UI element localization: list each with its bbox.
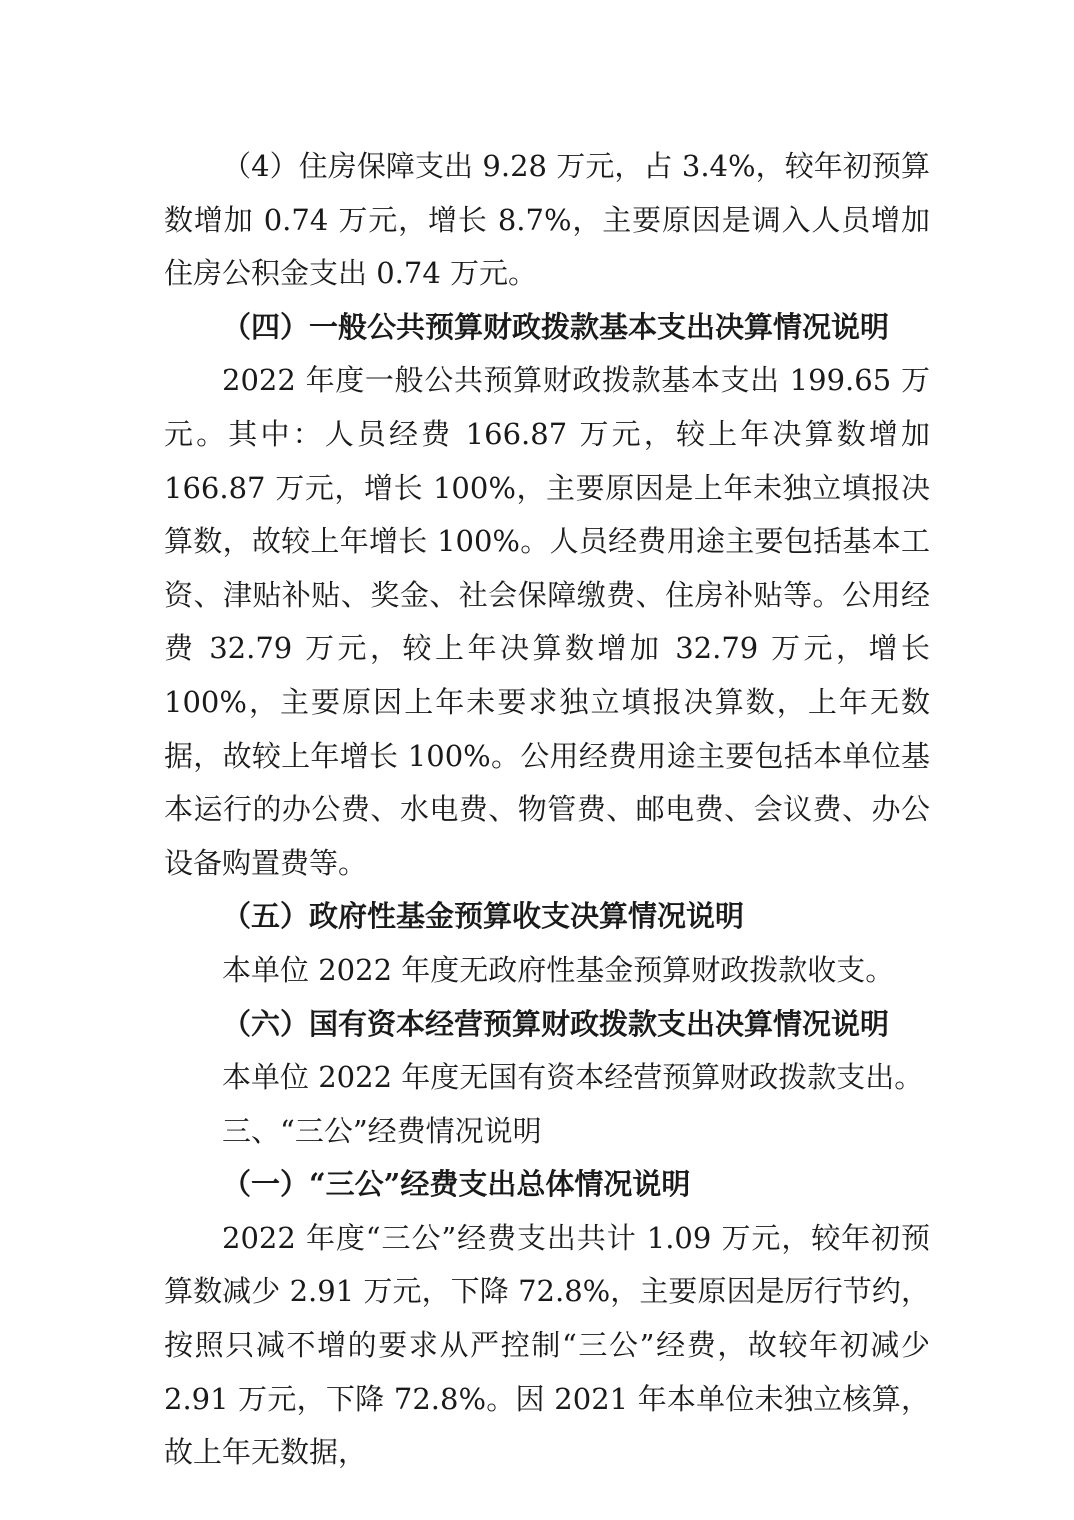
document-page xyxy=(164,140,930,1480)
state-capital-paragraph: 本单位 2022 年度无国有资本经营预算财政拨款支出。 xyxy=(222,1060,924,1095)
section-heading-government-fund: （五）政府性基金预算收支决算情况说明 xyxy=(222,899,745,934)
government-fund-paragraph: 本单位 2022 年度无政府性基金预算财政拨款收支。 xyxy=(222,952,895,987)
three-public-paragraph: 2022 年度“三公”经费支出共计 1.09 万元，较年初预算数减少 2.91 万元，下降 72.8%，主要原因是厉行节约，按照只减不增的要求从严控制“三公”经费，故较年初减少 2.91 万元，下降 72.8%。因 2021 年本单位未独立核算，故上年无数据， xyxy=(164,1220,930,1470)
section-heading-three-public-overall: （一）“三公”经费支出总体情况说明 xyxy=(222,1167,691,1202)
section-heading-state-capital: （六）国有资本经营预算财政拨款支出决算情况说明 xyxy=(222,1006,890,1041)
basic-expenditure-paragraph: 2022 年度一般公共预算财政拨款基本支出 199.65 万元。其中：人员经费 166.87 万元，较上年决算数增加 166.87 万元，增长 100%，主要原因是上年未独立填报决算数，故较上年增长 100%。人员经费用途主要包括基本工资、津贴补贴、奖金、社会保障缴费、住房补贴等。公用经费 32.79 万元，较上年决算数增加 32.79 万元，增长 100%，主要原因上年未要求独立填报决算数，上年无数据，故较上年增长 100%。公用经费用途主要包括本单位基本运行的办公费、水电费、物管费、邮电费、会议费、办公设备购置费等。 xyxy=(164,363,930,880)
chapter-heading-three-public: 三、“三公”经费情况说明 xyxy=(222,1113,542,1148)
section-heading-basic-expenditure: （四）一般公共预算财政拨款基本支出决算情况说明 xyxy=(222,309,890,344)
housing-paragraph: （4）住房保障支出 9.28 万元，占 3.4%，较年初预算数增加 0.74 万元，增长 8.7%，主要原因是调入人员增加住房公积金支出 0.74 万元。 xyxy=(164,149,930,291)
